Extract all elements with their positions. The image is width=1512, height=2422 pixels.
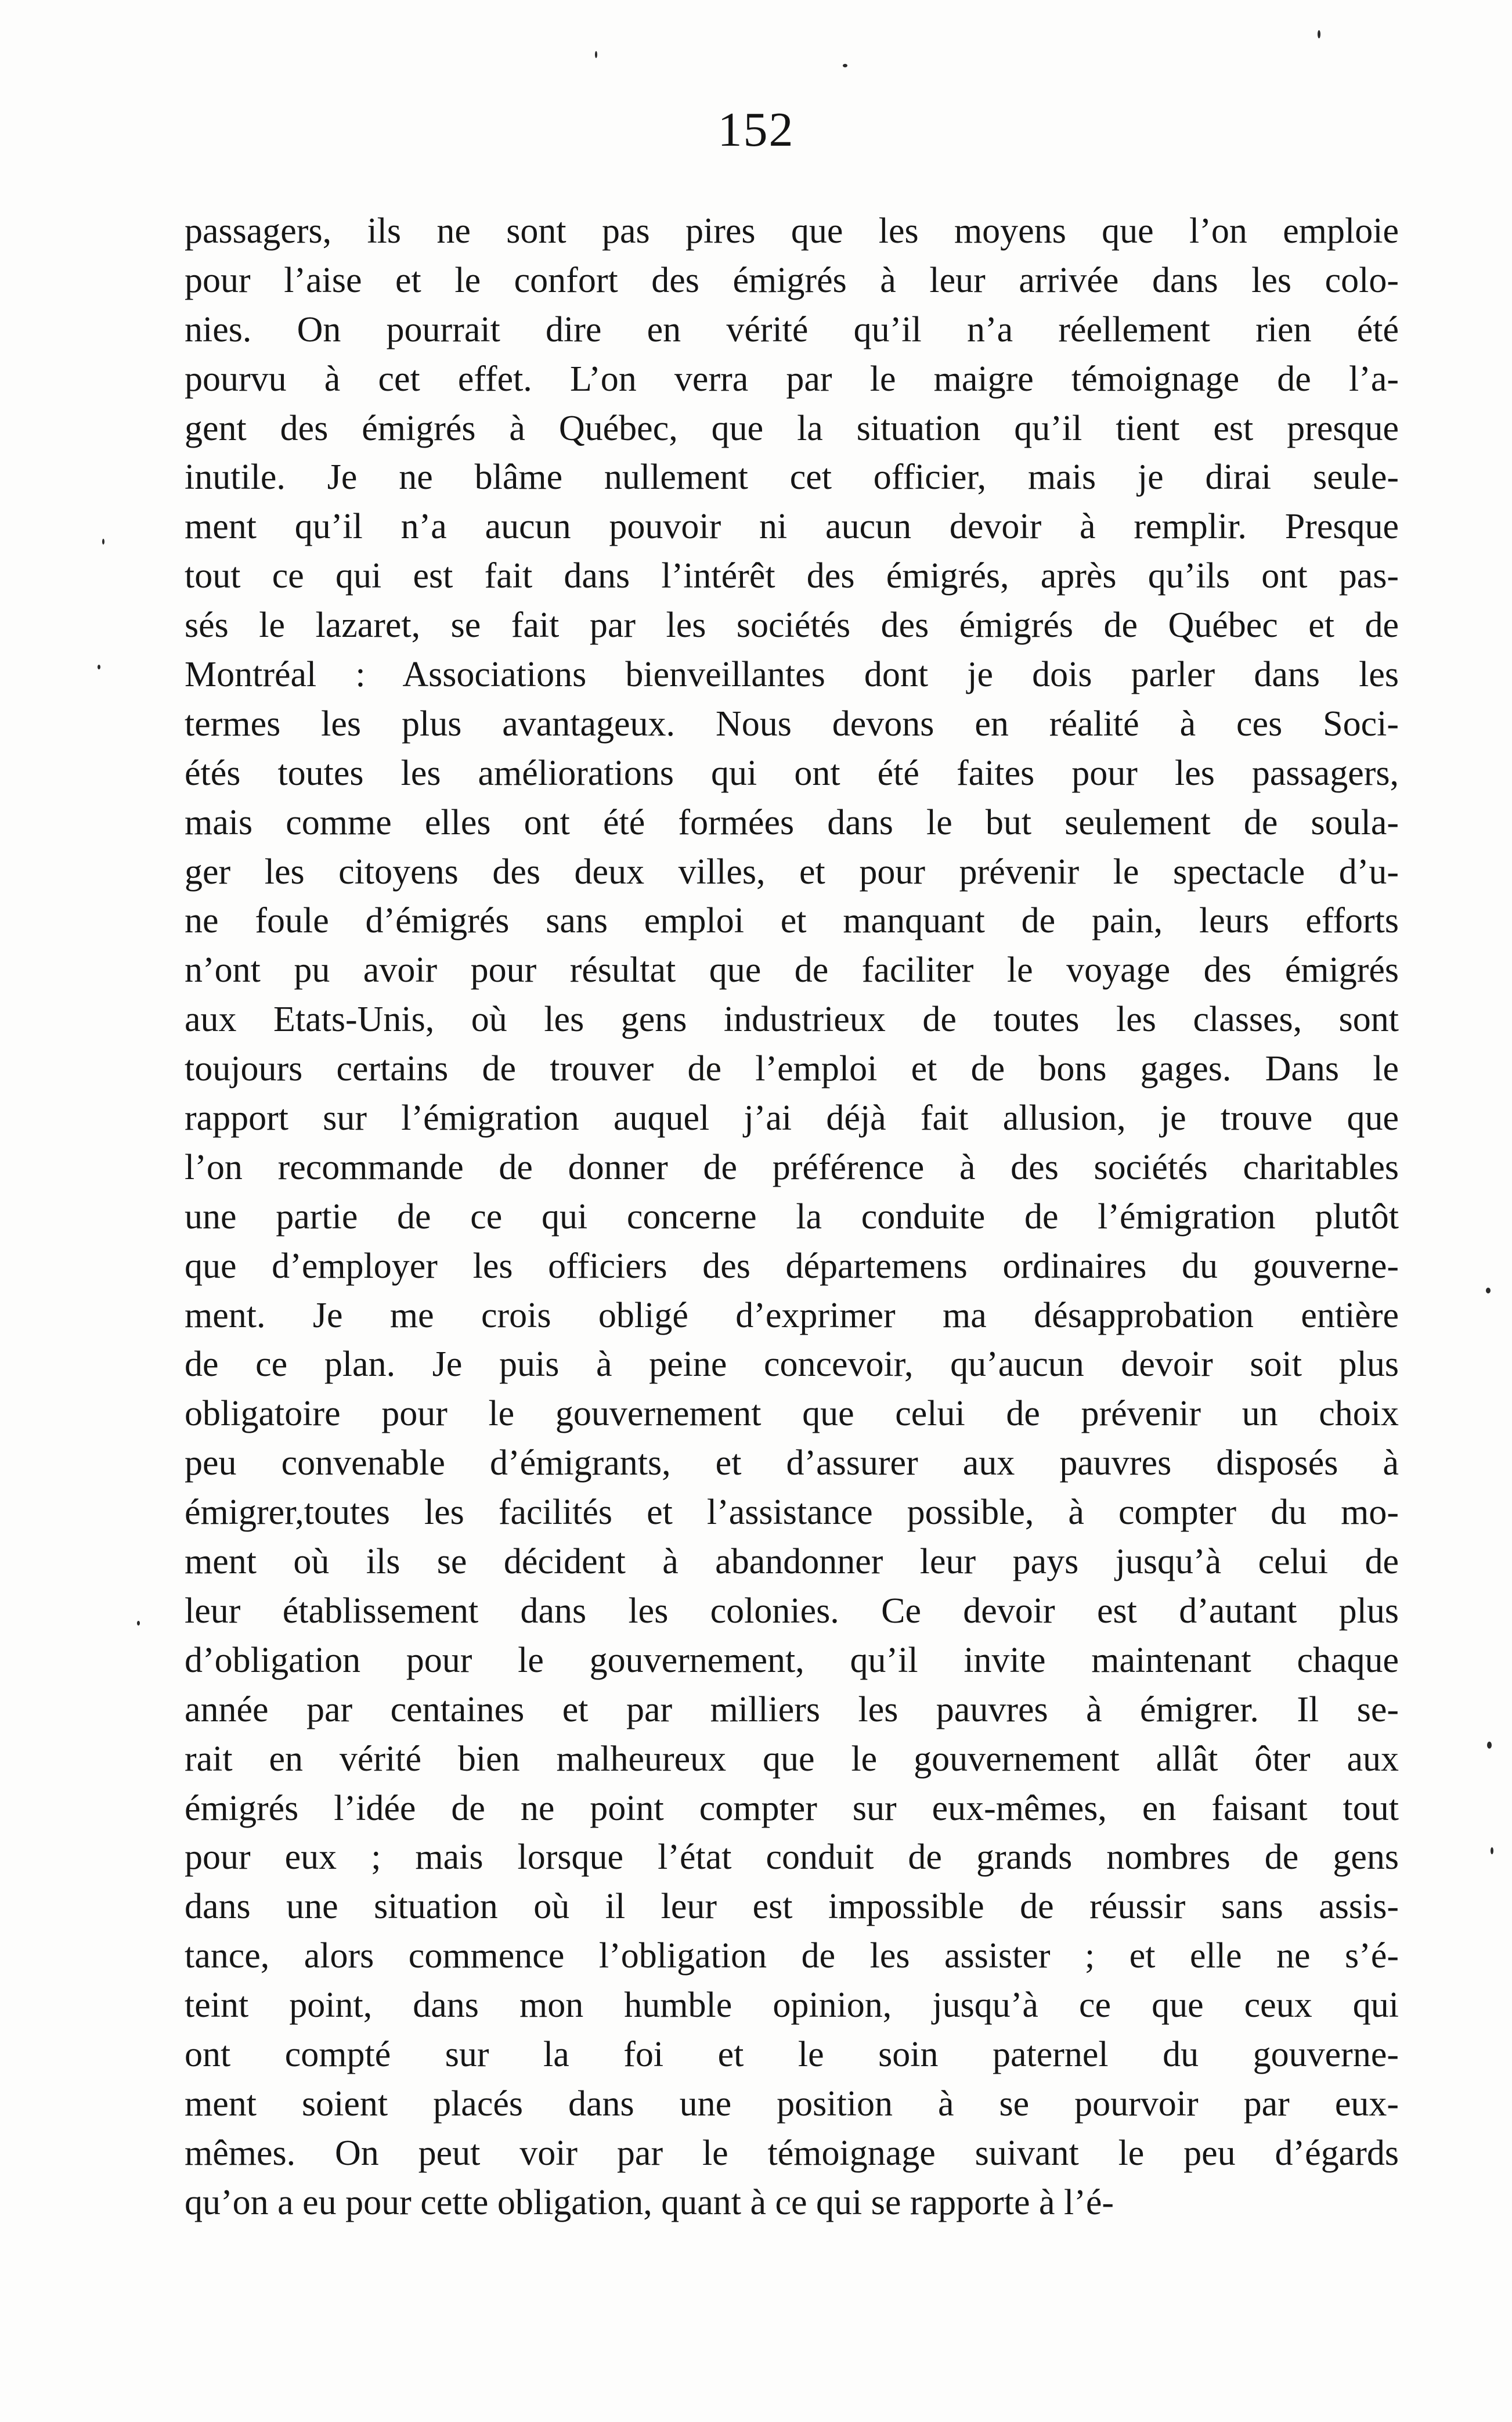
scan-speck — [1491, 1847, 1493, 1854]
text-line: obligatoire pour le gouvernement que celui de prévenir un choix — [185, 1394, 1399, 1434]
text-line: gent des émigrés à Québec, que la situation qu’il tient est presque — [185, 408, 1399, 448]
scan-speck — [1318, 30, 1320, 38]
text-line: ment qu’il n’a aucun pouvoir ni aucun devoir à remplir. Presque — [185, 507, 1399, 547]
text-line: qu’on a eu pour cette obligation, quant à ce qui se rapporte à l’é- — [185, 2182, 1114, 2222]
text-line: sés le lazaret, se fait par les sociétés des émigrés de Québec et de — [185, 606, 1399, 646]
text-line: nies. On pourrait dire en vérité qu’il n’a réellement rien été — [185, 309, 1399, 349]
text-line: émigrer,toutes les facilités et l’assistance possible, à compter du mo- — [185, 1493, 1399, 1533]
text-line: que d’employer les officiers des départemens ordinaires du gouverne- — [185, 1246, 1399, 1286]
text-line: ment. Je me crois obligé d’exprimer ma désapprobation entière — [185, 1295, 1399, 1335]
text-line: mêmes. On peut voir par le témoignage suivant le peu d’égards — [185, 2133, 1399, 2173]
text-line: tance, alors commence l’obligation de les assister ; et elle ne s’é- — [185, 1936, 1399, 1976]
text-line: toujours certains de trouver de l’emploi et de bons gages. Dans le — [185, 1049, 1399, 1089]
text-line: l’on recommande de donner de préférence à des sociétés charitables — [185, 1147, 1399, 1187]
text-line: passagers, ils ne sont pas pires que les moyens que l’on emploie — [185, 211, 1399, 251]
text-line: année par centaines et par milliers les pauvres à émigrer. Il se- — [185, 1689, 1399, 1729]
text-line: émigrés l’idée de ne point compter sur eux-mêmes, en faisant tout — [185, 1788, 1399, 1828]
text-line: n’ont pu avoir pour résultat que de faciliter le voyage des émigrés — [185, 950, 1399, 990]
text-line: peu convenable d’émigrants, et d’assurer aux pauvres disposés à — [185, 1443, 1399, 1483]
scan-speck — [98, 665, 100, 669]
text-line: inutile. Je ne blâme nullement cet officier, mais je dirai seule- — [185, 457, 1399, 498]
text-line: ment où ils se décident à abandonner leur pays jusqu’à celui de — [185, 1542, 1399, 1582]
text-line: ment soient placés dans une position à se pourvoir par eux- — [185, 2084, 1399, 2124]
scan-speck — [1487, 1742, 1492, 1749]
text-line: ne foule d’émigrés sans emploi et manquant de pain, leurs efforts — [185, 901, 1399, 941]
text-line: ont compté sur la foi et le soin paternel du gouverne- — [185, 2034, 1399, 2074]
text-line: leur établissement dans les colonies. Ce devoir est d’autant plus — [185, 1591, 1399, 1631]
text-line: pour l’aise et le confort des émigrés à leur arrivée dans les colo- — [185, 260, 1399, 300]
text-line: dans une situation où il leur est impossible de réussir sans assis- — [185, 1887, 1399, 1927]
text-line: pourvu à cet effet. L’on verra par le maigre témoignage de l’a- — [185, 359, 1399, 399]
text-line: teint point, dans mon humble opinion, jusqu’à ce que ceux qui — [185, 1985, 1399, 2025]
scan-speck — [843, 64, 847, 67]
text-line: d’obligation pour le gouvernement, qu’il invite maintenant chaque — [185, 1640, 1399, 1680]
text-line: rait en vérité bien malheureux que le gouvernement allât ôter aux — [185, 1739, 1399, 1779]
text-line: étés toutes les améliorations qui ont été faites pour les passagers, — [185, 753, 1399, 793]
text-line: tout ce qui est fait dans l’intérêt des émigrés, après qu’ils ont pas- — [185, 556, 1399, 596]
body-text — [185, 207, 1399, 2228]
text-line: Montréal : Associations bienveillantes dont je dois parler dans les — [185, 655, 1399, 695]
scan-speck — [1486, 1288, 1491, 1293]
text-line: rapport sur l’émigration auquel j’ai déjà fait allusion, je trouve que — [185, 1098, 1399, 1138]
scan-speck — [595, 51, 597, 58]
scan-speck — [137, 1621, 140, 1626]
text-line: mais comme elles ont été formées dans le but seulement de soula- — [185, 802, 1399, 842]
text-line: aux Etats-Unis, où les gens industrieux de toutes les classes, sont — [185, 1000, 1399, 1040]
scan-speck — [102, 539, 104, 545]
page-number: 152 — [717, 103, 795, 157]
text-line: pour eux ; mais lorsque l’état conduit de grands nombres de gens — [185, 1837, 1399, 1877]
text-line: une partie de ce qui concerne la conduite de l’émigration plutôt — [185, 1196, 1399, 1237]
text-line: ger les citoyens des deux villes, et pour prévenir le spectacle d’u- — [185, 852, 1399, 892]
text-line: de ce plan. Je puis à peine concevoir, qu’aucun devoir soit plus — [185, 1345, 1399, 1385]
text-line: termes les plus avantageux. Nous devons en réalité à ces Soci- — [185, 704, 1399, 744]
